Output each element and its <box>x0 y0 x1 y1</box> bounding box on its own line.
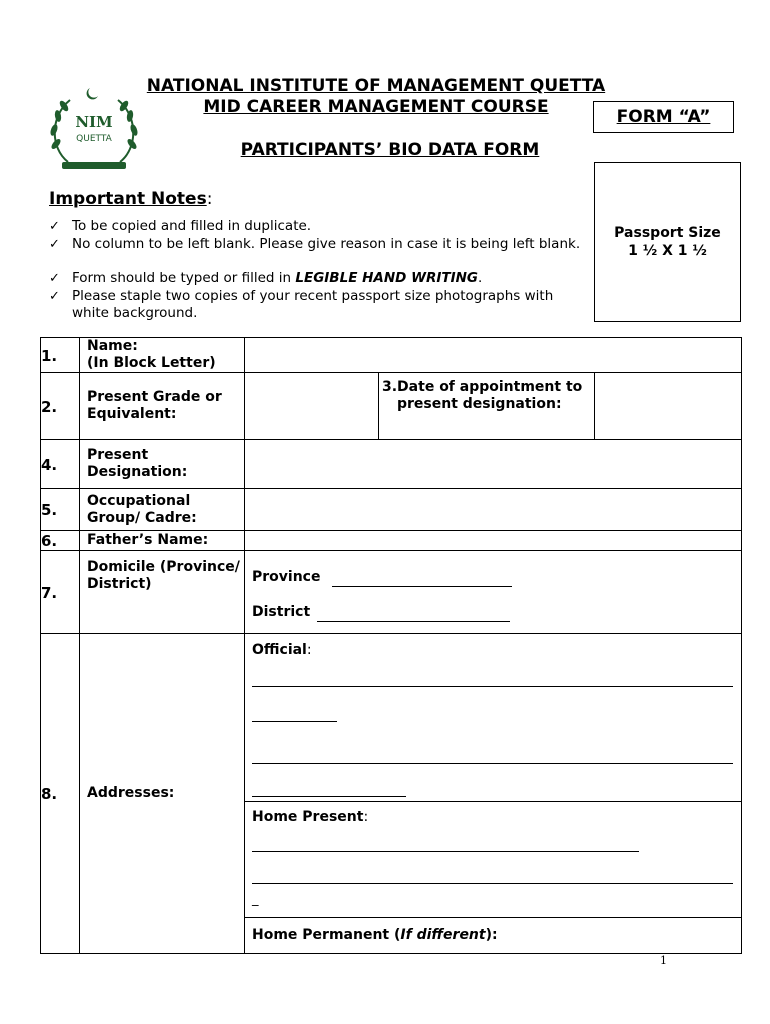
grade-label: Present Grade or Equivalent: <box>87 389 222 422</box>
domicile-label: Domicile (Province/ District) <box>87 559 240 592</box>
institute-title: NATIONAL INSTITUTE OF MANAGEMENT QUETTA <box>146 76 606 96</box>
field-number: 5. <box>41 501 58 519</box>
name-field[interactable] <box>245 338 742 373</box>
note-text-end: . <box>478 270 483 286</box>
appointment-date-label: 3.Date of appointment to present designation: <box>382 379 583 412</box>
province-line[interactable] <box>332 586 512 587</box>
checkmark-icon: ✓ <box>49 237 60 252</box>
bio-data-table <box>40 337 742 954</box>
table-row <box>41 489 742 531</box>
field-number: 4. <box>41 455 58 474</box>
note-text: To be copied and filled in duplicate. <box>72 218 312 234</box>
field-number: 2. <box>41 397 58 416</box>
note-item-2 <box>49 236 589 253</box>
note-item-1 <box>49 218 589 235</box>
home-present-dash: _ <box>252 892 259 907</box>
official-line-4[interactable] <box>252 796 406 797</box>
designation-field[interactable] <box>245 440 742 489</box>
note-text: No column to be left blank. Please give reason in case it is being left blank. <box>72 236 581 252</box>
form-label: FORM “A” <box>616 107 711 127</box>
name-label: Name: <box>87 338 138 354</box>
note-emphasis: LEGIBLE HAND WRITING <box>295 270 478 286</box>
home-permanent-label: Home Permanent ( <box>252 927 401 943</box>
checkmark-icon: ✓ <box>49 219 60 234</box>
official-line-3[interactable] <box>252 763 733 764</box>
checkmark-icon: ✓ <box>49 289 60 304</box>
home-permanent-address-field[interactable] <box>245 918 742 954</box>
occupational-group-field[interactable] <box>245 489 742 531</box>
official-address-field[interactable] <box>245 634 742 802</box>
note-item-4 <box>49 288 589 322</box>
field-number: 8. <box>41 785 58 803</box>
checkmark-icon: ✓ <box>49 271 60 286</box>
logo-text: NIM <box>75 113 113 131</box>
addresses-label: Addresses: <box>87 785 175 801</box>
fathers-name-label: Father’s Name: <box>87 532 209 548</box>
home-present-label-wrap <box>252 809 368 825</box>
province-label: Province <box>252 569 321 585</box>
table-row <box>41 551 742 634</box>
table-row <box>41 373 742 440</box>
page-number: 1 <box>660 954 667 967</box>
field-number: 7. <box>41 583 58 602</box>
home-permanent-label-end: ): <box>485 927 498 943</box>
notes-heading-wrap <box>49 189 212 209</box>
home-present-label: Home Present <box>252 809 364 825</box>
fathers-name-field[interactable] <box>245 531 742 551</box>
colon: : <box>306 642 312 658</box>
photo-size-label: Passport Size <box>614 225 721 241</box>
home-present-address-field[interactable] <box>245 802 742 918</box>
domicile-field[interactable] <box>245 551 742 634</box>
field-number: 1. <box>41 346 58 365</box>
grade-field[interactable] <box>245 373 379 440</box>
notes-heading: Important Notes <box>49 189 207 209</box>
field-number: 6. <box>41 532 58 550</box>
appointment-date-field[interactable] <box>595 373 742 440</box>
official-label-wrap <box>252 642 312 658</box>
table-row <box>41 531 742 551</box>
note-text: Form should be typed or filled in <box>72 270 296 286</box>
photo-size-value: 1 ½ X 1 ½ <box>628 243 707 259</box>
official-line-2[interactable] <box>252 721 337 722</box>
official-line-1[interactable] <box>252 686 733 687</box>
table-row <box>41 338 742 373</box>
name-label-sub: (In Block Letter) <box>87 355 216 371</box>
passport-photo-box <box>594 162 741 322</box>
note-item-3 <box>49 270 589 287</box>
designation-label: Present Designation: <box>87 447 188 480</box>
home-present-line-1[interactable] <box>252 851 639 852</box>
form-title: PARTICIPANTS’ BIO DATA FORM <box>240 140 540 160</box>
table-row <box>41 440 742 489</box>
home-permanent-note: If different <box>400 927 486 943</box>
table-row <box>41 634 742 802</box>
colon: : <box>363 809 369 825</box>
district-line[interactable] <box>317 621 510 622</box>
notes-heading-colon: : <box>206 189 213 209</box>
note-text: Please staple two copies of your recent passport size photographs with white background. <box>72 288 554 321</box>
logo-city: QUETTA <box>76 134 112 144</box>
district-label: District <box>252 604 311 620</box>
occupational-group-label: Occupational Group/ Cadre: <box>87 492 197 526</box>
official-label: Official <box>252 642 307 658</box>
home-present-line-2[interactable] <box>252 883 733 884</box>
course-title: MID CAREER MANAGEMENT COURSE <box>203 97 549 117</box>
